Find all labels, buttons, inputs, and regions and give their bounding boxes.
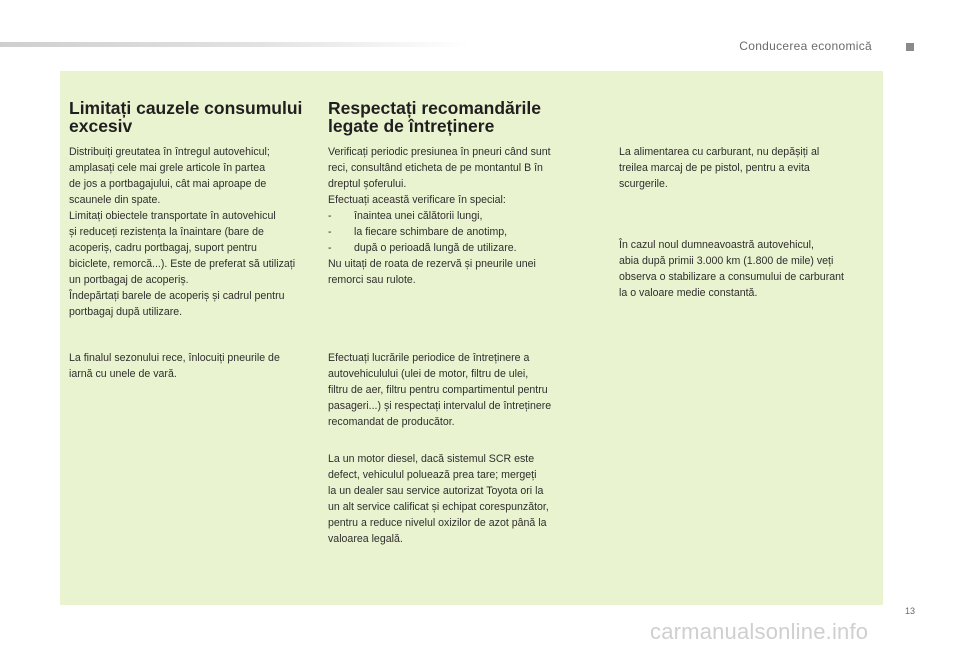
header-gradient-bar <box>0 42 470 47</box>
heading-limit-consumption: Limitați cauzele consumului excesiv <box>69 98 303 136</box>
paragraph-diesel-scr: La un motor diesel, dacă sistemul SCR este defect, vehiculul poluează prea tare; mergeți la un dealer sau service autorizat Toyota ori la un alt service calificat și echipat corespunzător, pentru a reduce nivelul oxizilor de azot până la valoarea legală. <box>328 453 549 545</box>
paragraph-weight-distribution: Distribuiți greutatea în întregul autovehicul; amplasați cele mai grele articole în partea de jos a portbagajului, cât mai aproape de scaunele din spate. Limitați obiectele transportate în autovehicul și reduceți rezistența la înaintare (bare de acoperiș, cadru portbagaj, suport pentru biciclete, remorcă...). Este de preferat să utilizați un portbagaj de acoperiș. Îndepărtați barele de acoperiș și cadrul pentru portbagaj după utilizare. <box>69 146 296 318</box>
paragraph-new-vehicle-consumption: În cazul noul dumneavoastră autovehicul, abia după primii 3.000 km (1.800 de mile) veți observa o stabilizare a consumului de carburant la o valoare medie constantă. <box>619 239 844 299</box>
watermark: carmanualsonline.info <box>650 619 869 644</box>
list-item: - după o perioadă lungă de utilizare. <box>328 242 517 254</box>
list-item: - la fiecare schimbare de anotimp, <box>328 226 508 238</box>
section-title: Conducerea economică <box>739 39 872 53</box>
paragraph-tyre-pressure: Verificați periodic presiunea în pneuri când sunt reci, consultând eticheta de pe montantul B în dreptul șoferului. Efectuați această verificare în special: - înaintea unei călătorii lungi, - la fiecare schimbare de anotimp, - după o perioadă lungă de utilizare. Nu uitați de roata de rezervă și pneurile unei remorci sau rulote. <box>328 144 600 288</box>
paragraph-refuelling: La alimentarea cu carburant, nu depășiți al treilea marcaj de pe pistol, pentru a evita scurgerile. <box>619 146 820 190</box>
page-number: 13 <box>905 606 916 616</box>
paragraph-periodic-maintenance: Efectuați lucrările periodice de întreținere a autovehiculului (ulei de motor, filtru de ulei, filtru de aer, filtru pentru compartimentul pentru pasageri...) și respectați intervalul de întreținere recomandat de producător. <box>328 352 552 428</box>
content-panel <box>60 71 883 605</box>
heading-maintenance-recommendations: Respectați recomandările legate de întreținere <box>328 98 542 136</box>
list-item: - înaintea unei călătorii lungi, <box>328 210 483 222</box>
paragraph-winter-tyres: La finalul sezonului rece, înlocuiți pneurile de iarnă cu unele de vară. <box>69 352 280 380</box>
corner-square-icon <box>906 43 914 51</box>
